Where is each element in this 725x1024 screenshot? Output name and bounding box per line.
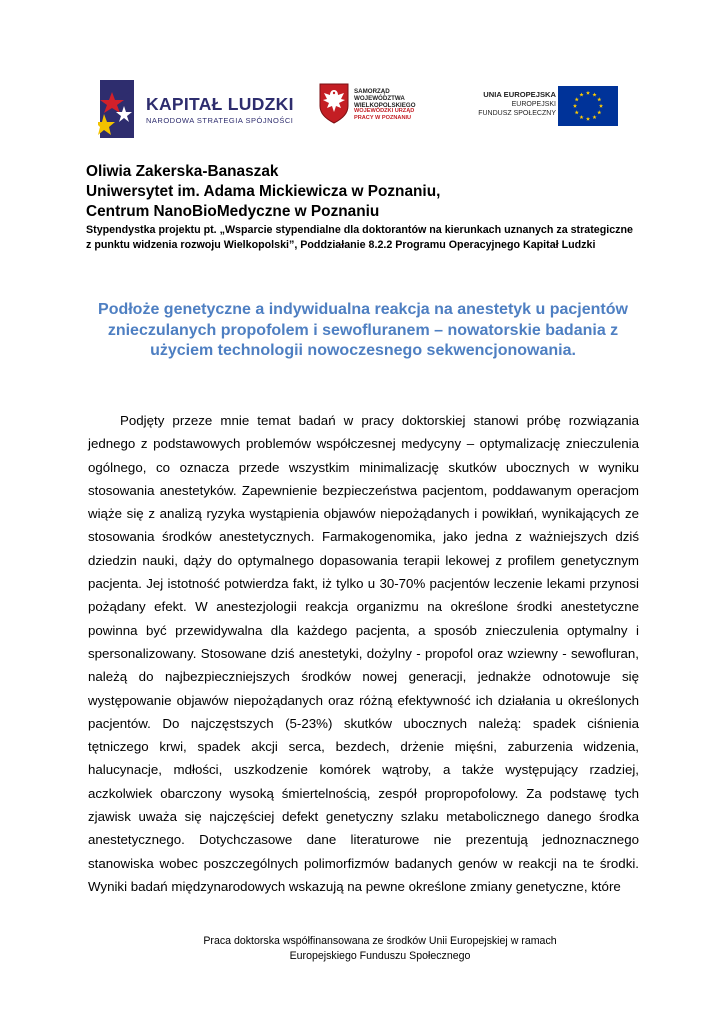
body-paragraph: Podjęty przeze mnie temat badań w pracy doktorskiej stanowi próbę rozwiązania jednego z podstawowych problemów współczesnej medycyny – optymalizację znieczulenia ogólnego, co oznacza przede wszystkim minimalizację skutków ubocznych w wyniku stosowania anestetyków. Zapewnienie bezpieczeństwa pacjentom, poddawanym operacjom wiąże się z analizą ryzyka wystąpienia objawów niepożądanych i powikłań, wynikających ze stosowania środków anestetycznych. Farmakogenomika, jako jedna z ważniejszych dziś dziedzin nauki, dąży do optymalnego dopasowania terapii lekowej z profilem genetycznym pacjenta. Jej istotność potwierdza fakt, iż tylko u 30-70% pacjentów leczenie lekami przynosi pożądany efekt. W anestezjologii reakcja organizmu na określone środki anestetyczne powinna być przewidywalna dla każdego pacjenta, a sposób znieczulenia optymalny i spersonalizowany. Stosowane dziś anestetyki, dożylny - propofol oraz wziewny - sewofluran, należą do najbezpieczniejszych środków nowej generacji, jednakże odnotowuje się występowanie objawów niepożądanych oraz różną efektywność ich działania u określonych pacjentów. Do najczęstszych (5-23%) skutków ubocznych należą: spadek ciśnienia tętniczego krwi, spadek akcji serca, bezdech, drżenie mięśni, zaburzenia widzenia, halucynacje, mdłości, uszkodzenie komórek wątroby, a także występujący rzadziej, aczkolwiek obarczony wysoką śmiertelnością, zespół propropofolowy. Za podstawę tych zjawisk uważa się najczęściej defekt genetyczny szlaku metabolicznego danego środka anestetycznego. Dotychczasowe dane literaturowe nie prezentują jednoznacznego stanowiska wobec poszczególnych polimorfizmów badanych genów w reakcji na te środki. Wyniki badań międzynarodowych wskazują na pewne określone zmiany genetyczne, które	[88, 413, 639, 894]
eu-flag-icon	[558, 86, 618, 126]
author-center: Centrum NanoBioMedyczne w Poznaniu	[86, 203, 380, 220]
eu-subtitle	[478, 101, 556, 118]
kapital-ludzki-logo	[98, 78, 294, 140]
kapital-ludzki-emblem-icon	[98, 78, 144, 140]
document-title: Podłoże genetyczne a indywidualna reakcja na anestetyk u pacjentów znieczulanych propofolem i sewofluranem – nowatorskie badania z użyciem technologii nowoczesnego sekwencjonowania.	[98, 301, 628, 359]
author-name: Oliwia Zakerska-Banaszak	[86, 163, 279, 180]
wielkopolska-line1: SAMORZĄD WOJEWÓDZTWA WIELKOPOLSKIEGO	[354, 88, 416, 109]
page-footer	[100, 934, 660, 963]
eu-subtitle-line1: EUROPEJSKI	[511, 101, 556, 108]
eu-logo	[462, 86, 622, 128]
eu-subtitle-line2: FUNDUSZ SPOŁECZNY	[478, 109, 556, 117]
scholarship-note: Stypendystka projektu pt. „Wsparcie stypendialne dla doktorantów na kierunkach uznanych za strategiczne z punktu widzenia rozwoju Wielkopolski”, Poddziałanie 8.2.2 Programu Operacyjnego Kapitał Ludzki	[86, 224, 633, 251]
footer-line1: Praca doktorska współfinansowana ze środków Unii Europejskiej w ramach	[203, 935, 557, 947]
author-university: Uniwersytet im. Adama Mickiewicza w Poznaniu,	[86, 183, 441, 200]
wielkopolska-logo	[318, 82, 448, 132]
logo-strip	[0, 76, 725, 146]
eagle-crest-icon	[318, 82, 350, 124]
kapital-ludzki-title: KAPITAŁ LUDZKI	[146, 94, 294, 114]
wielkopolska-line2: WOJEWÓDZKI URZĄD PRACY W POZNANIU	[354, 108, 415, 121]
footer-line2: Europejskiego Funduszu Społecznego	[289, 949, 471, 962]
author-block	[86, 162, 646, 253]
eu-title: UNIA EUROPEJSKA	[483, 90, 556, 99]
kapital-ludzki-subtitle: NARODOWA STRATEGIA SPÓJNOŚCI	[146, 116, 294, 125]
